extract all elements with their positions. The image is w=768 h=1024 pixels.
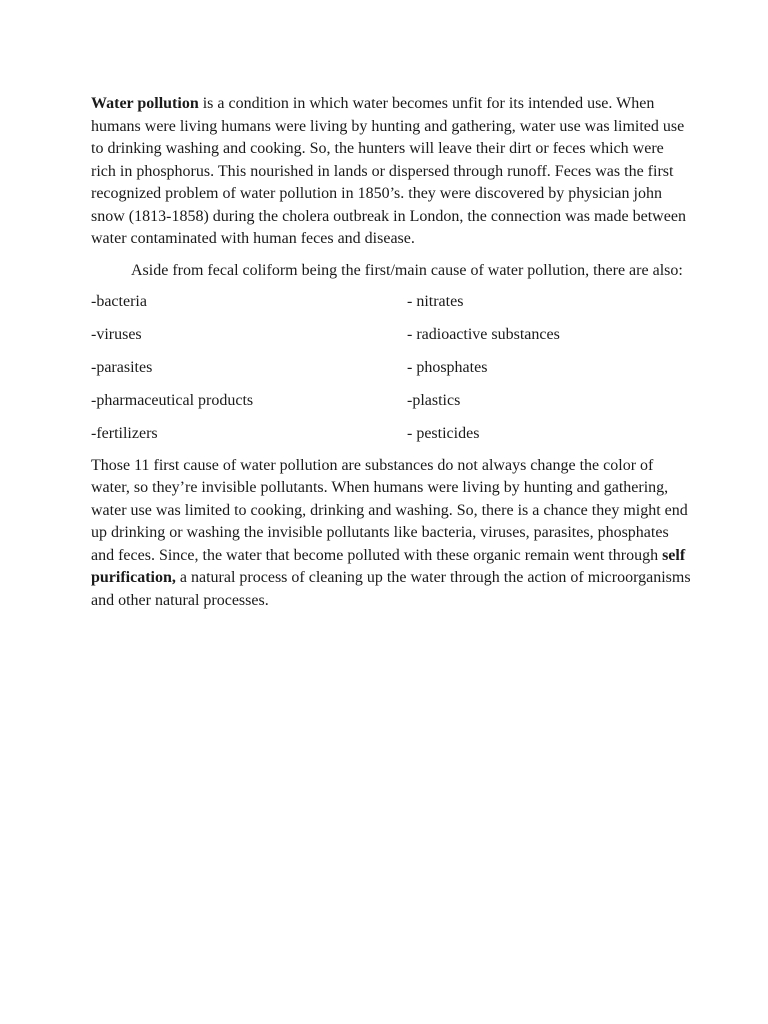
- paragraph-causes-intro-text: Aside from fecal coliform being the first/main cause of water pollution, there are also:: [131, 261, 683, 279]
- paragraph-invisible-pollutants-text: Those 11 first cause of water pollution are substances do not always change the color of water, so they’re invisible pollutants. When humans were living by hunting and gathering, water use was limited to cooking, drinking and washing. So, there is a chance they might end up drinking or washing the invisible pollutants like bacteria, viruses, parasites, phosphates and feces. Since, the water that become polluted with these organic remain went through: [91, 456, 688, 564]
- document-body: [91, 93, 691, 612]
- term-self-purification: self purification,: [91, 546, 686, 586]
- paragraph-invisible-pollutants: [91, 455, 691, 613]
- list-item-right: - radioactive substances: [407, 326, 560, 343]
- list-item-right: - pesticides: [407, 425, 480, 442]
- list-item-left: -fertilizers: [91, 425, 158, 442]
- list-item-left: -parasites: [91, 359, 153, 376]
- term-water-pollution: Water pollution: [91, 95, 199, 112]
- list-item-right: - phosphates: [407, 359, 488, 376]
- list-item-right: -plastics: [407, 392, 461, 409]
- pollutant-list: [91, 291, 691, 446]
- paragraph-intro: [91, 93, 691, 251]
- paragraph-intro-text: is a condition in which water becomes unfit for its intended use. When humans were living humans were living by hunting and gathering, water use was limited use to drinking washing and cooking. So, the hunters will leave their dirt or feces which were rich in phosphorus. This nourished in lands or dispersed through runoff. Feces was the first recognized problem of water pollution in 1850’s. they were discovered by physician john snow (1813-1858) during the cholera outbreak in London, the connection was made between water contaminated with human feces and disease.: [91, 95, 686, 247]
- list-item-right: - nitrates: [407, 293, 464, 310]
- paragraph-invisible-pollutants-text-end: a natural process of cleaning up the water through the action of microorganisms and other natural processes.: [91, 569, 691, 609]
- list-item-left: -viruses: [91, 326, 142, 343]
- paragraph-causes-intro: [91, 260, 691, 283]
- list-item-left: -bacteria: [91, 293, 147, 310]
- list-item-left: -pharmaceutical products: [91, 392, 254, 409]
